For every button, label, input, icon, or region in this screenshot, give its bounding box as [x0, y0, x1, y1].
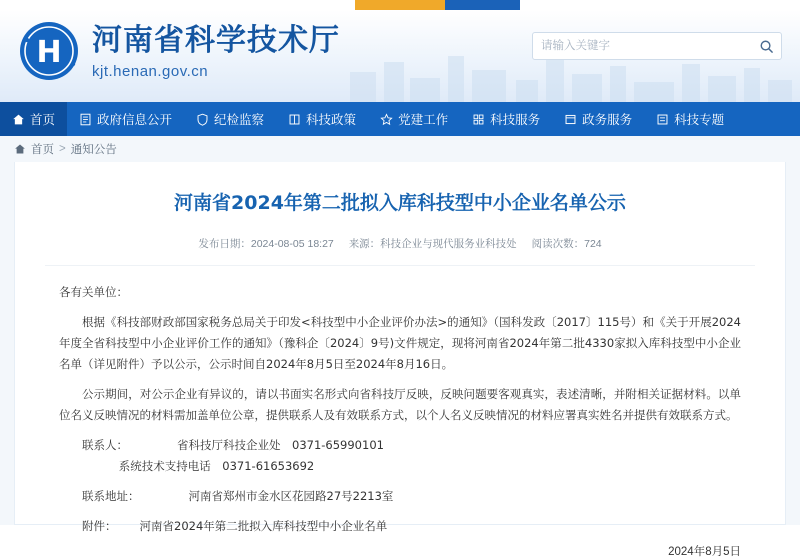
site-domain: kjt.henan.gov.cn — [92, 63, 209, 80]
attachment-link[interactable]: 河南省2024年第二批拟入库科技型中小企业名单 — [139, 519, 388, 533]
page-title: 河南省2024年第二批拟入库科技型中小企业名单公示 — [174, 192, 626, 214]
nav-item-discipline[interactable] — [184, 102, 276, 136]
contact-value: 省科技厅科技企业处 0371-65990101 — [177, 438, 384, 452]
breadcrumb-separator: > — [59, 143, 66, 155]
search-icon — [759, 39, 774, 54]
contact-row — [59, 456, 741, 477]
main-navigation[interactable] — [0, 102, 800, 136]
search-button[interactable] — [751, 33, 781, 59]
search-input[interactable] — [533, 33, 751, 59]
contact-value: 河南省郑州市金水区花园路27号2213室 — [188, 489, 394, 503]
nav-item-label: 党建工作 — [398, 113, 449, 127]
nav-item-gov-info[interactable] — [67, 102, 184, 136]
contact-value: 系统技术支持电话 0371-61653692 — [118, 459, 315, 473]
grid-icon — [472, 113, 485, 126]
contact-label: 联系地址： — [82, 489, 140, 503]
article-source: 来源：科技企业与现代服务业科技处 — [348, 238, 517, 250]
site-logo[interactable] — [18, 20, 340, 82]
site-header — [0, 10, 800, 102]
article-salutation: 各有关单位： — [59, 285, 128, 299]
article-sign-date: 2024年8月5日 — [668, 546, 741, 558]
list-icon — [656, 113, 669, 126]
publish-date: 发布日期：2024-08-05 18:27 — [198, 238, 334, 250]
attachment-row[interactable] — [59, 516, 741, 537]
top-strip-orange — [355, 0, 445, 10]
nav-item-home[interactable] — [0, 102, 67, 136]
attachment-label: 附件： — [82, 519, 117, 533]
star-icon — [380, 113, 393, 126]
article-card — [14, 162, 786, 558]
nav-item-gov-service[interactable] — [552, 102, 644, 136]
nav-item-label: 政务服务 — [582, 113, 633, 127]
nav-item-label: 科技政策 — [306, 113, 357, 127]
breadcrumb-item-home[interactable]: 首页 — [31, 144, 54, 156]
nav-item-label: 首页 — [30, 113, 56, 127]
nav-item-special-topic[interactable] — [644, 102, 736, 136]
nav-item-label: 科技专题 — [674, 113, 725, 127]
nav-item-policy[interactable] — [276, 102, 368, 136]
contact-row — [59, 486, 741, 507]
top-strip-blue — [445, 0, 520, 10]
logo-text-block — [92, 22, 340, 80]
breadcrumb[interactable] — [0, 136, 800, 162]
article-meta — [15, 236, 785, 251]
svg-text:H: H — [36, 35, 62, 70]
article-paragraph: 根据《科技部财政部国家税务总局关于印发<科技型中小企业评价办法>的通知》（国科发政〔2017〕115号）和《关于开展2024年度全省科技型中小企业评价工作的通知》（豫科企〔2024〕9号)文件规定，现将河南省2024年第二批4330家拟入库科技型中小企业名单（详见附件）予以公示，公示时间自2024年8月5日至2024年8月16日。 — [59, 315, 741, 371]
shield-icon — [196, 113, 209, 126]
window-icon — [564, 113, 577, 126]
nav-item-label: 科技服务 — [490, 113, 541, 127]
nav-item-tech-service[interactable] — [460, 102, 552, 136]
contact-label: 联系人： — [82, 438, 128, 452]
document-icon — [79, 113, 92, 126]
nav-item-label: 政府信息公开 — [97, 113, 173, 127]
article-paragraph: 公示期间，对公示企业有异议的，请以书面实名形式向省科技厅反映，反映问题要客观真实，表述清晰，并附相关证据材料。以单位名义反映情况的材料需加盖单位公章，提供联系人及有效联系方式，以个人名义反映情况的材料应署真实姓名并提供有效联系方式。 — [59, 387, 741, 422]
contact-row — [59, 435, 741, 456]
search-box[interactable] — [532, 32, 782, 60]
nav-item-label: 纪检监察 — [214, 113, 265, 127]
top-color-strip — [0, 0, 800, 10]
article-body — [15, 266, 785, 537]
home-icon — [12, 113, 25, 126]
nav-item-party-building[interactable] — [368, 102, 460, 136]
breadcrumb-item-notice[interactable]: 通知公告 — [70, 144, 117, 156]
book-icon — [288, 113, 301, 126]
logo-emblem-icon — [18, 20, 80, 82]
view-count: 阅读次数：724 — [531, 238, 602, 250]
home-icon — [14, 143, 26, 155]
site-title: 河南省科学技术厅 — [92, 23, 340, 58]
